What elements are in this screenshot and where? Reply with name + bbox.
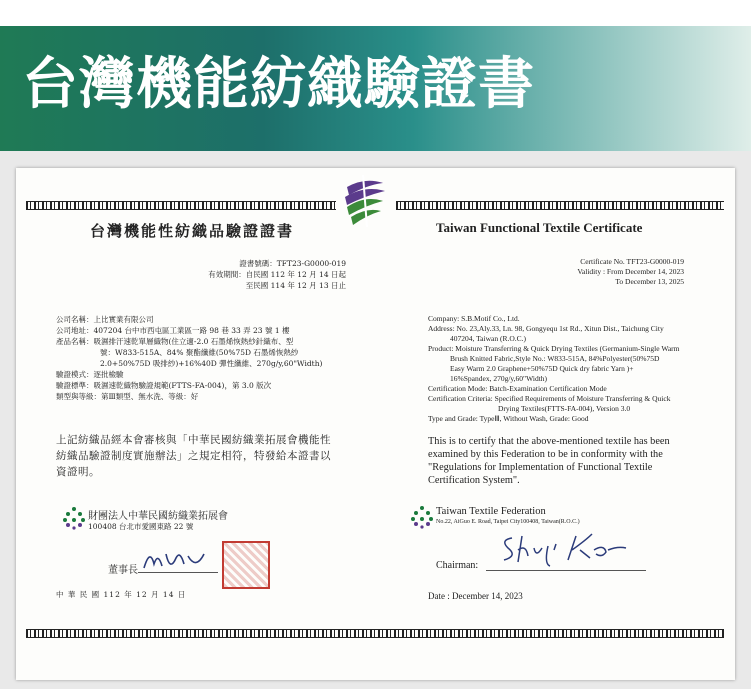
en-product-3: Easy Warm 2.0 Graphene+50%75D Quick dry fabric Yarn )+ <box>450 364 634 373</box>
zh-product-1: 產品名稱：吸濕排汗速乾單層織物(住立適-2.0 石墨烯恢熱紗針織布、型 <box>56 337 294 346</box>
zh-org-address: 100408 台北市愛國東路 22 號 <box>88 522 194 531</box>
zh-details <box>56 314 356 402</box>
en-date: Date : December 14, 2023 <box>428 591 523 601</box>
zh-statement <box>56 432 356 480</box>
zh-mode: 驗證模式：逐批檢驗 <box>56 370 124 379</box>
border-top-right <box>396 201 724 210</box>
title-banner <box>0 26 751 151</box>
zh-org: 財團法人中華民國紡織業拓展會 <box>88 511 228 522</box>
en-validity-block <box>486 257 684 287</box>
ttf-logo-icon <box>341 173 389 229</box>
certificate <box>16 168 735 680</box>
en-statement-3: "Regulations for Implementation of Functional Textile <box>428 462 653 473</box>
en-statement-4: Certification System". <box>428 475 520 486</box>
en-criteria-1: Certification Criteria: Specified Requirements of Moisture Transferring & Quick <box>428 394 671 403</box>
zh-statement-3: 資證明。 <box>56 466 100 478</box>
border-bottom <box>26 629 724 638</box>
en-criteria-2: Drying Textiles(FTTS-FA-004), Version 3.0 <box>498 404 631 413</box>
zh-product-2: 號：W833-515A、84% 聚酯纖維(50%75D 石墨烯恢熱紗 <box>100 348 299 357</box>
en-signature-line <box>486 570 646 571</box>
zh-title: 台灣機能性紡織品驗證證書 <box>90 222 295 240</box>
zh-statement-1: 上記紡織品經本會審核與「中華民國紡織業拓展會機能性 <box>56 434 331 446</box>
banner-title: 台灣機能紡織驗證書 <box>22 52 535 117</box>
zh-statement-2: 紡織品驗證制度實施辦法」之規定相符，特發給本證書以 <box>56 450 331 462</box>
border-top-left <box>26 201 336 210</box>
zh-company: 公司名稱：上比實業有限公司 <box>56 315 154 324</box>
en-validity-to: To December 13, 2025 <box>615 277 684 286</box>
federation-logo-icon <box>62 506 86 530</box>
en-product-1: Product: Moisture Transferring & Quick Drying Textiles (Germanium-Single Warm <box>428 344 680 353</box>
en-details <box>428 314 728 424</box>
zh-address: 公司地址：407204 台中市西屯區工業區一路 98 巷 33 弄 23 號 1 樓 <box>56 326 290 335</box>
en-cert-no: Certificate No. TFT23-G0000-019 <box>580 257 684 266</box>
en-chairman-label: Chairman: <box>436 560 479 571</box>
red-seal-stamp <box>222 541 270 589</box>
en-product-4: 16%Spandex, 270g/y,60"Width) <box>450 374 548 383</box>
zh-cert-no: 證書號碼：TFT23-G0000-019 <box>239 259 346 268</box>
en-product-2: Brush Knitted Fabric,Style No.: W833-515A, 84%Polyester(50%75D <box>450 354 660 363</box>
en-statement-2: examined by this Federation to be in conformity with the <box>428 449 663 460</box>
en-address-1: Address: No. 23,Aly.33, Ln. 98, Gongyequ 1st Rd., Xitun Dist., Taichung City <box>428 324 664 333</box>
en-org: Taiwan Textile Federation <box>436 506 546 517</box>
zh-criteria: 驗證標準：吸濕速乾織物驗證規範(FTTS-FA-004)，第 3.0 版次 <box>56 381 272 390</box>
en-grade: Type and Grade: TypeⅢ, Without Wash, Grade: Good <box>428 414 589 423</box>
zh-valid-to: 至民國 114 年 12 月 13 日止 <box>245 281 346 290</box>
en-statement <box>428 435 728 487</box>
zh-signature-line <box>138 572 218 573</box>
zh-validity-block <box>136 258 346 291</box>
federation-logo-icon-en <box>410 505 434 529</box>
en-validity-from: Validity : From December 14, 2023 <box>577 267 684 276</box>
zh-date: 中 華 民 國 112 年 12 月 14 日 <box>56 590 187 599</box>
en-org-address: No.22, AiGuo E. Road, Taipei City100408, Taiwan(R.O.C.) <box>436 519 580 525</box>
en-statement-1: This is to certify that the above-mentioned textile has been <box>428 436 670 447</box>
en-address-2: 407204, Taiwan (R.O.C.) <box>450 334 526 343</box>
en-mode: Certification Mode: Batch-Examination Certification Mode <box>428 384 607 393</box>
zh-grade: 類型與等級：第Ⅲ類型、無水洗、等級：好 <box>56 392 199 401</box>
en-chairman-signature <box>494 530 634 570</box>
zh-valid-from: 有效期間：自民國 112 年 12 月 14 日起 <box>208 270 346 279</box>
en-title: Taiwan Functional Textile Certificate <box>436 220 643 235</box>
en-company: Company: S.B.Motif Co., Ltd. <box>428 314 520 323</box>
zh-product-3: 2.0+50%75D 吸排紗)+16%40D 彈性纖維、270g/y,60"Width) <box>100 359 323 368</box>
zh-chairman-label: 董事長 <box>108 565 138 576</box>
